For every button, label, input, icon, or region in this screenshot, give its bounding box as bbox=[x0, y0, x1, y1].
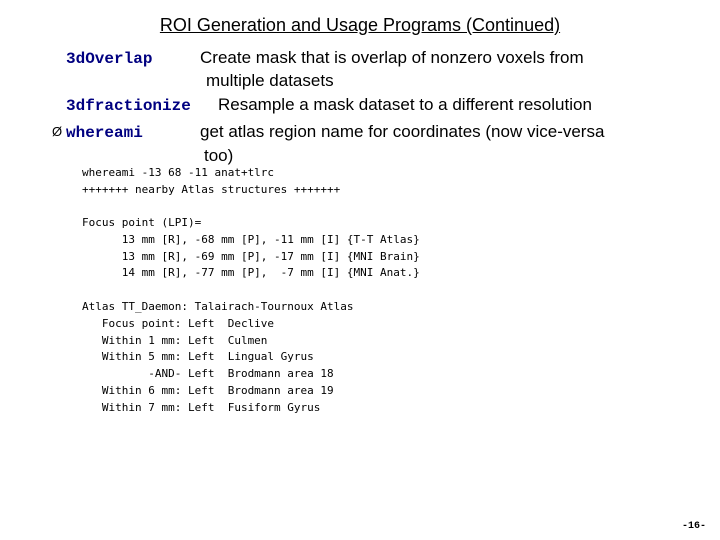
command-3doverlap-desc-line2: multiple datasets bbox=[206, 71, 334, 90]
slide-title-text: ROI Generation and Usage Programs (Continued) bbox=[159, 15, 561, 35]
command-whereami-desc-line1: get atlas region name for coordinates (now vice-versa bbox=[200, 122, 605, 141]
command-whereami: whereami bbox=[66, 124, 143, 142]
terminal-focus-point-output: Focus point (LPI)= 13 mm [R], -68 mm [P], -11 mm [I] {T-T Atlas} 13 mm [R], -69 mm [P], -17 mm [I] {MNI Brain} 14 mm [R], -77 mm [P], -7 mm [I] {MNI Anat.} bbox=[82, 216, 420, 280]
arrow-bullet-icon: Ø bbox=[52, 124, 63, 139]
command-whereami-desc-line2: too) bbox=[204, 146, 234, 165]
slide-title bbox=[0, 15, 720, 36]
command-3dfractionize-desc: Resample a mask dataset to a different resolution bbox=[218, 95, 592, 114]
terminal-command-output: whereami -13 68 -11 anat+tlrc +++++++ nearby Atlas structures +++++++ bbox=[82, 166, 341, 196]
command-3doverlap-desc-line1: Create mask that is overlap of nonzero voxels from bbox=[200, 48, 584, 67]
terminal-atlas-output: Atlas TT_Daemon: Talairach-Tournoux Atlas Focus point: Left Declive Within 1 mm: Left Culmen Within 5 mm: Left Lingual Gyrus -AND- Left Brodmann area 18 Within 6 mm: Left Brodmann area 19 Within 7 mm: Left Fusiform Gyrus bbox=[82, 300, 354, 414]
command-3doverlap: 3dOverlap bbox=[66, 50, 153, 68]
command-3dfractionize: 3dfractionize bbox=[66, 97, 191, 115]
page-number: -16- bbox=[681, 521, 706, 532]
